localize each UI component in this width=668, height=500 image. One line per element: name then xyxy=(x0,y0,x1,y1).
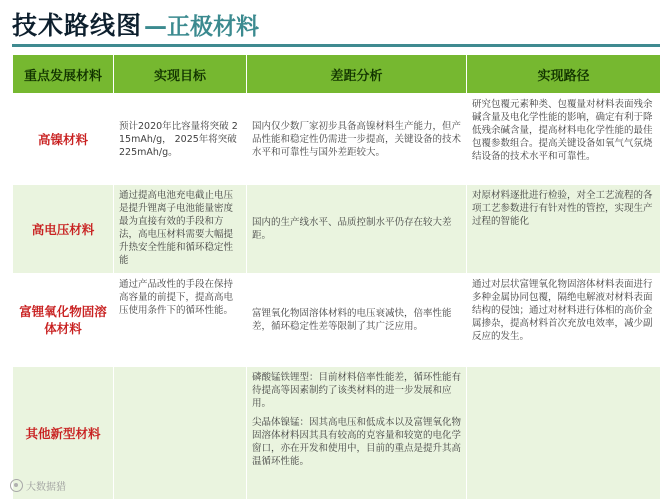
watermark-logo-icon xyxy=(10,479,23,492)
title-main: 技术路线图 xyxy=(12,11,143,40)
path-cell: 研究包覆元素种类、包覆量对材料表面残余碱含量及电化学性能的影响，确定有利于降低残余碱含量，提高材料电化学性能的最佳包覆参数组合。提高关键设备如氧气气氛烧结设备的技术水平和可靠性。 xyxy=(467,94,661,185)
column-header-gap: 差距分析 xyxy=(247,55,467,94)
column-header-goal: 实现目标 xyxy=(114,55,247,94)
gap-text: 国内仅少数厂家初步具备高镍材料生产能力，但产品性能和稳定性仍需进一步提高，关键设备的技术水平和可靠性与国外差距较大。 xyxy=(252,120,462,158)
goal-cell: 预计2020年比容量将突破 215mAh/g， 2025年将突破225mAh/g。 xyxy=(114,94,247,185)
column-header-material: 重点发展材料 xyxy=(13,55,114,94)
table-row xyxy=(13,94,661,185)
gap-text: 尖晶体镍锰：因其高电压和低成本以及富锂氧化物固溶体材料因其具有较高的克容量和较宽的电化学窗口，亦在开发和使用中，目前的重点是提升其高温循环性能。 xyxy=(252,417,462,467)
gap-text: 富锂氧化物固溶体材料的电压衰减快，倍率性能差，循环稳定性差等限制了其广泛应用。 xyxy=(252,308,452,332)
gap-text: 磷酸锰铁锂型：目前材料倍率性能差，循环性能有待提高等因素制约了该类材料的进一步发展和应用。 xyxy=(252,372,462,409)
path-cell xyxy=(467,367,661,500)
title-divider xyxy=(12,44,660,47)
material-name: 其他新型材料 xyxy=(13,367,114,500)
gap-cell xyxy=(247,185,467,274)
table-row xyxy=(13,185,661,274)
material-name: 富锂氧化物固溶体材料 xyxy=(13,274,114,367)
watermark-text: 大数据猎 xyxy=(26,481,66,493)
title-subtitle: —正极材料 xyxy=(144,13,260,40)
table-row xyxy=(13,274,661,367)
goal-cell: 通过提高电池充电截止电压是提升锂离子电池能量密度最为直接有效的手段和方法，高电压材料需要大幅提升热安全性能和循环稳定性能 xyxy=(114,185,247,274)
goal-cell: 通过产品改性的手段在保持高容量的前提下，提高高电压使用条件下的循环性能。 xyxy=(114,274,247,367)
path-cell: 对原材料逐批进行检验，对全工艺流程的各项工艺参数进行有针对性的管控，实现生产过程的智能化 xyxy=(467,185,661,274)
watermark xyxy=(10,478,66,492)
slide-title xyxy=(12,6,662,42)
material-name: 高镍材料 xyxy=(13,94,114,185)
path-cell: 通过对层状富锂氧化物固溶体材料表面进行多种金属协同包覆，隔绝电解液对材料表面结构的侵蚀；通过对材料进行体相的高价金属掺杂，提高材料首次充放电效率，减少副反应的发生。 xyxy=(467,274,661,367)
table-header-row xyxy=(13,55,661,94)
table-row xyxy=(13,367,661,500)
gap-cell xyxy=(247,367,467,500)
gap-cell xyxy=(247,274,467,367)
goal-cell xyxy=(114,367,247,500)
gap-cell xyxy=(247,94,467,185)
column-header-path: 实现路径 xyxy=(467,55,661,94)
gap-text: 国内的生产线水平、品质控制水平仍存在较大差距。 xyxy=(252,217,452,241)
roadmap-table xyxy=(12,54,661,500)
material-name: 高电压材料 xyxy=(13,185,114,274)
